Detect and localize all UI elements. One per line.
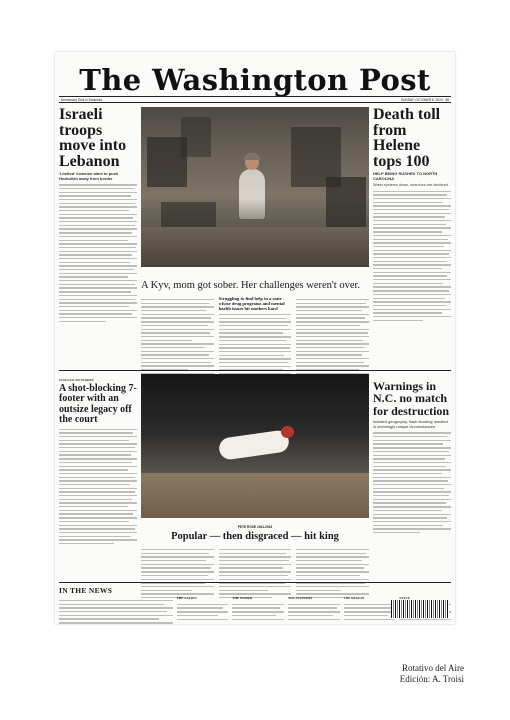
lower-photo xyxy=(141,374,369,518)
center-story-subhead: Struggling to find help in a state whose drug programs and mental health issues hit mothers hard xyxy=(218,296,285,311)
right-story-subdeck: Water systems down, searches are hindered xyxy=(373,183,448,188)
dateline xyxy=(59,96,451,103)
lower-right-headline: Warnings in N.C. no match for destruction xyxy=(373,379,450,418)
left-story-headline: Israeli troops move into Lebanon xyxy=(59,106,127,170)
right-story-headline: Death toll from Helene tops 100 xyxy=(373,106,441,170)
credit-line-1: Rotativo del Aire xyxy=(402,663,464,673)
section-divider xyxy=(59,370,451,371)
credit-line-2: Edición: A. Troisi xyxy=(399,674,464,684)
left-story xyxy=(59,107,137,324)
lower-left-kicker: CHICAGO BUTCHERS xyxy=(59,378,94,382)
lower-center-headline: Popular — then disgraced — hit king xyxy=(171,531,339,542)
right-story-body xyxy=(373,191,451,321)
left-story-body xyxy=(59,184,137,322)
in-the-news-item: THE ECONOMY xyxy=(288,597,340,624)
lower-right-story xyxy=(373,378,451,536)
lower-center-kicker: PETE ROSE 1941-2024 xyxy=(237,525,273,529)
lower-left-story xyxy=(59,378,137,547)
lower-right-deck: Isolated geography, flash flooding resulted in seemingly unique circumstances xyxy=(373,419,448,429)
in-the-news-lead xyxy=(59,597,173,624)
center-story-headline: A Kyv, mom got sober. Her challenges weren't over. xyxy=(141,280,361,291)
lower-left-headline: A shot-blocking 7-footer with an outsize legacy off the court xyxy=(59,383,137,426)
left-story-deck: 'Limited' invasion aims to push Hezbollah away from border xyxy=(59,171,119,181)
right-story xyxy=(373,107,451,323)
lower-left-body xyxy=(59,429,137,545)
dateline-right: SUNDAY, OCTOBER 6, 2024 · $5 xyxy=(400,98,449,102)
right-story-deck: HELP BEING RUSHED TO NORTH CAROLINA xyxy=(373,171,438,181)
in-the-news-item: THE REGION xyxy=(344,597,396,624)
lower-right-body xyxy=(373,432,451,533)
in-the-news-item: THE WORLD xyxy=(232,597,284,624)
news-divider xyxy=(59,582,451,583)
in-the-news-title: IN THE NEWS xyxy=(59,586,113,595)
dateline-left: Democracy Dies in Darkness xyxy=(61,98,103,102)
masthead: The Washington Post xyxy=(79,63,431,97)
newspaper-front-page xyxy=(55,52,455,624)
barcode xyxy=(391,600,449,618)
in-the-news-item: STYLE xyxy=(399,597,451,624)
in-the-news-item: THE NATION xyxy=(177,597,229,624)
main-photo xyxy=(141,107,369,267)
